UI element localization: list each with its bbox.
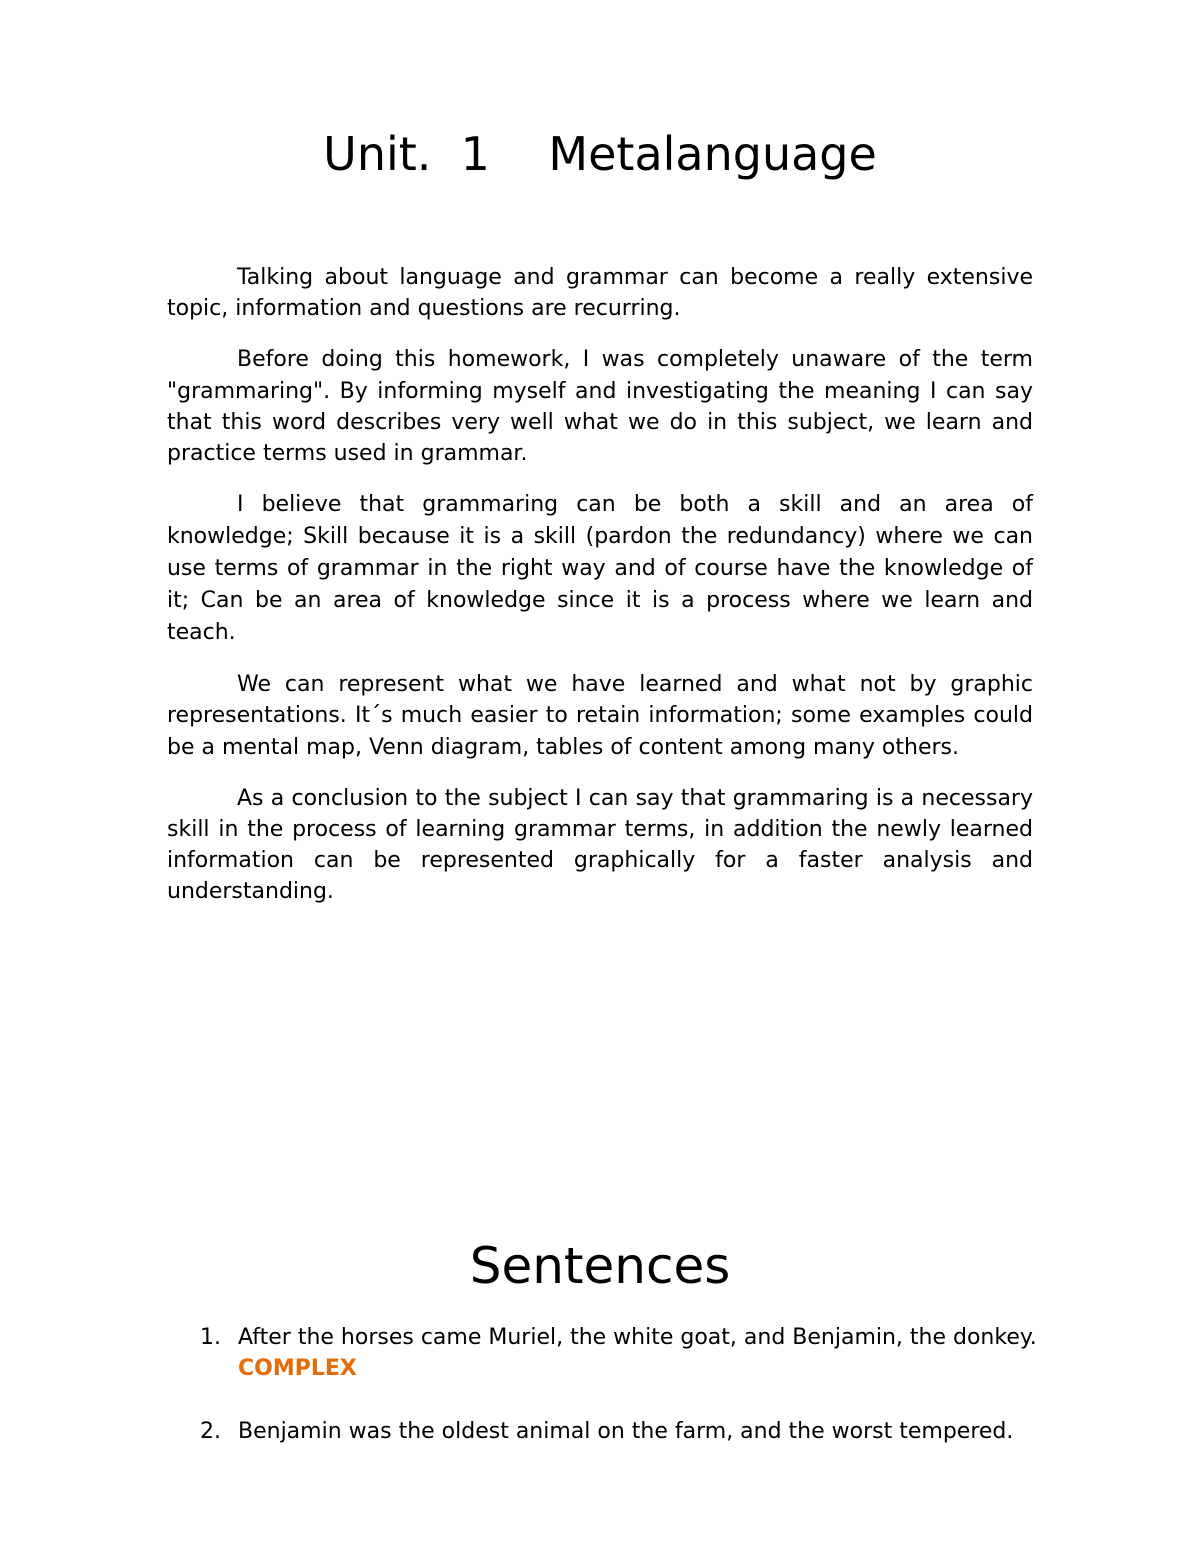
sentence-text: After the horses came Muriel, the white goat, and Benjamin, the donkey. <box>238 1325 1037 1350</box>
section-title-sentences: Sentences <box>469 1237 731 1295</box>
sentence-list <box>200 1322 1038 1479</box>
paragraph-conclusion: As a conclusion to the subject I can say that grammaring is a necessary skill in the process of learning grammar terms, in addition the newly learned information can be represented graphically for a faster analysis and understanding. <box>167 785 1033 905</box>
document-body <box>167 262 1033 928</box>
paragraph-graphic-representations: We can represent what we have learned and what not by graphic representations. It´s much easier to retain information; some examples could be a mental map, Venn diagram, tables of content among many others. <box>167 672 1033 760</box>
sentence-item <box>200 1322 1038 1384</box>
paragraph-intro: Talking about language and grammar can become a really extensive topic, information and questions are recurring. <box>167 265 1033 322</box>
sentence-type-tag: COMPLEX <box>238 1356 357 1381</box>
paragraph-skill-knowledge: I believe that grammaring can be both a skill and an area of knowledge; Skill because it is a skill (pardon the redundancy) where we can use terms of grammar in the right way and of course have the knowledge of it; Can be an area of knowledge since it is a process where we learn and teach. <box>167 492 1033 646</box>
sentence-number: 2. <box>200 1419 221 1444</box>
paragraph-grammaring-term: Before doing this homework, I was completely unaware of the term "grammaring". By informing myself and investigating the meaning I can say that this word describes very well what we do in this subject, we learn and practice terms used in grammar. <box>167 347 1033 467</box>
sentence-number: 1. <box>200 1325 221 1350</box>
document-title: Unit. 1 Metalanguage <box>323 127 877 181</box>
sentence-item <box>200 1416 1038 1447</box>
sentence-text: Benjamin was the oldest animal on the farm, and the worst tempered. <box>238 1419 1014 1444</box>
